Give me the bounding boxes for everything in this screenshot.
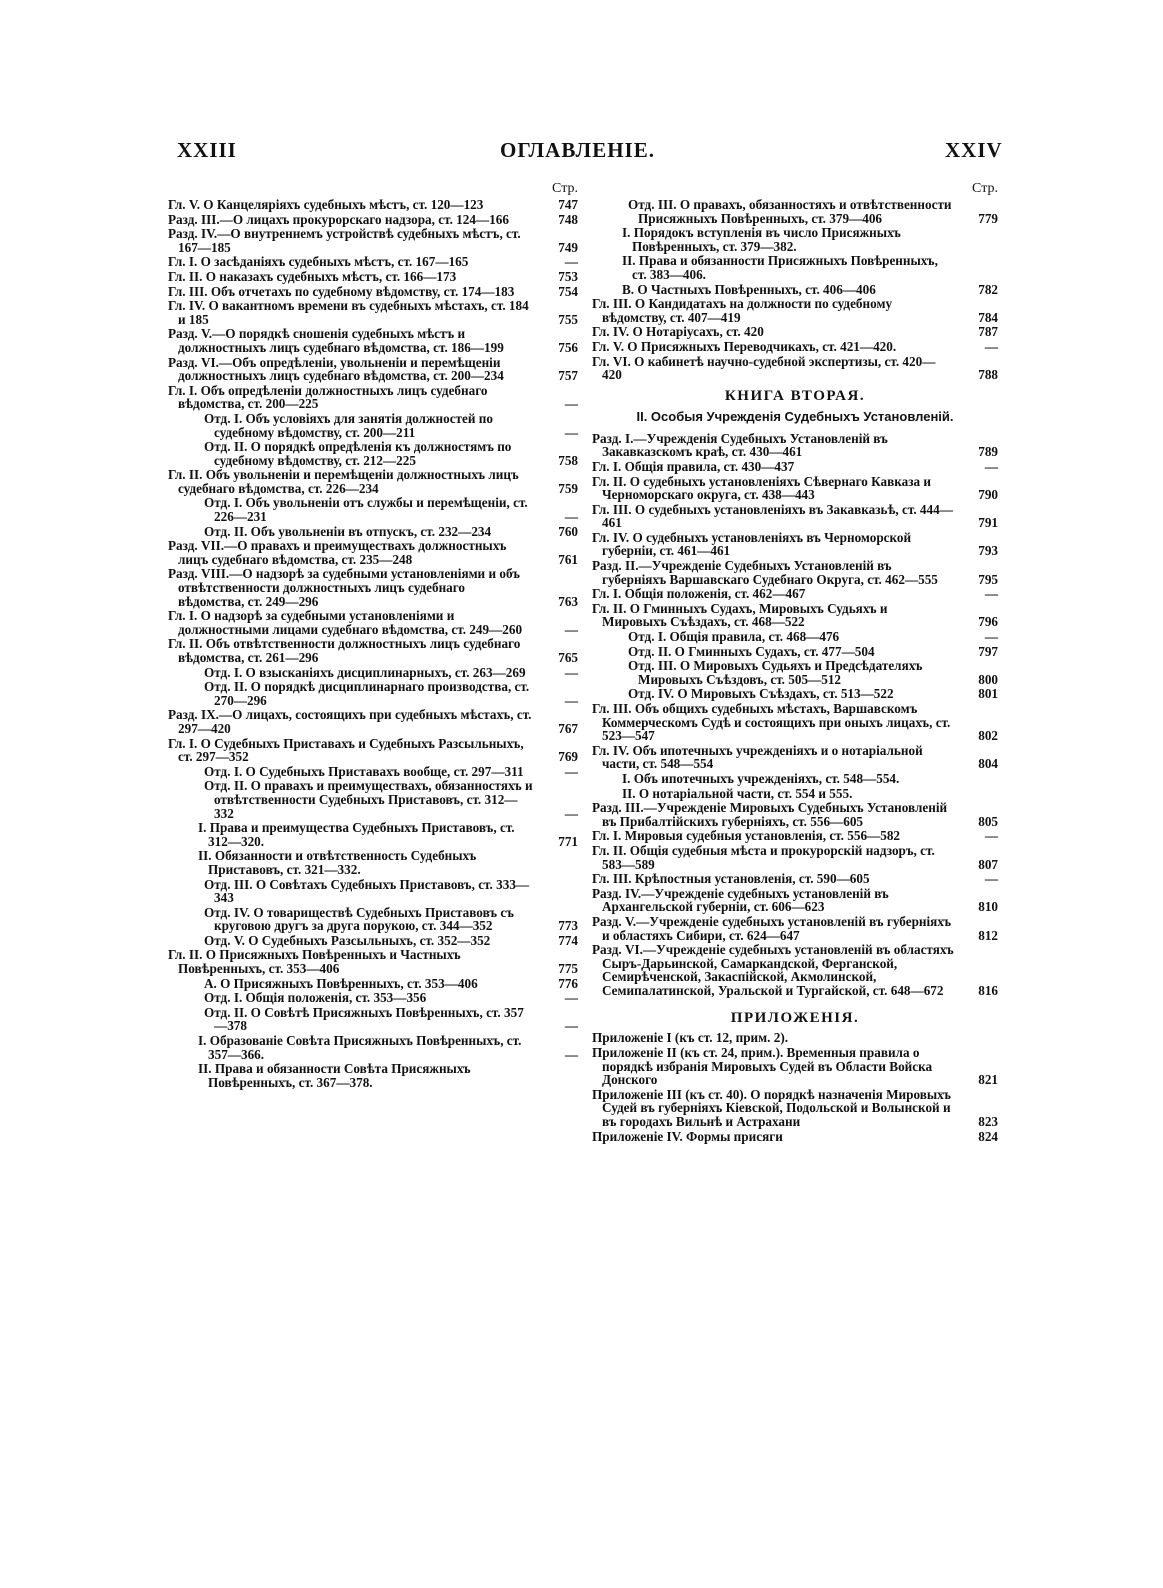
toc-entry bbox=[168, 198, 578, 212]
toc-entry bbox=[592, 602, 998, 629]
toc-entry-text: Гл. I. О засѣданіяхъ судебныхъ мѣстъ, ст. 167—165 bbox=[168, 254, 469, 270]
toc-entry-page: — bbox=[984, 338, 998, 354]
toc-entry-page: 774 bbox=[558, 932, 578, 948]
toc-entry-text: I. Образованіе Совѣта Присяжныхъ Повѣренныхъ, ст. 357—366. bbox=[198, 1033, 522, 1062]
toc-entry-page: — bbox=[564, 990, 578, 1006]
toc-entry-page: — bbox=[564, 1018, 578, 1034]
toc-entry bbox=[168, 525, 578, 539]
toc-entry bbox=[168, 849, 578, 876]
toc-entry-text: Гл. III. Объ отчетахъ по судебному вѣдомству, ст. 174—183 bbox=[168, 283, 515, 299]
toc-entry-text: II. Обязанности и отвѣтственность Судебныхъ Приставовъ, ст. 321—332. bbox=[198, 848, 477, 877]
toc-entry bbox=[168, 1062, 578, 1089]
toc-entry-page: 784 bbox=[978, 309, 998, 325]
toc-entry bbox=[168, 948, 578, 975]
toc-entry-text: А. О Присяжныхъ Повѣренныхъ, ст. 353—406 bbox=[204, 975, 478, 991]
toc-entry bbox=[168, 666, 578, 680]
toc-entry bbox=[592, 943, 998, 997]
toc-entry bbox=[168, 878, 578, 905]
toc-entry bbox=[168, 991, 578, 1005]
toc-entry-text: I. Объ ипотечныхъ учрежденіяхъ, ст. 548—554. bbox=[622, 770, 900, 786]
toc-entry-page: 790 bbox=[978, 487, 998, 503]
toc-entry bbox=[168, 356, 578, 383]
toc-entry bbox=[592, 1088, 998, 1129]
toc-entry-text: Отд. III. О правахъ, обязанностяхъ и отвѣтственности Присяжныхъ Повѣренныхъ, ст. 379—406 bbox=[628, 197, 952, 226]
toc-entry-page: 782 bbox=[978, 281, 998, 297]
toc-entry-text: Гл. I. Общія правила, ст. 430—437 bbox=[592, 458, 795, 474]
toc-entry bbox=[592, 630, 998, 644]
toc-entry-text: Гл. III. О Кандидатахъ на должности по судебному вѣдомству, ст. 407—419 bbox=[592, 296, 893, 325]
toc-entry bbox=[168, 384, 578, 411]
toc-entry-text: Отд. V. О Судебныхъ Разсыльныхъ, ст. 352—352 bbox=[204, 932, 491, 948]
toc-entry-text: Разд. IV.—О внутреннемъ устройствѣ судебныхъ мѣстъ, ст. 167—185 bbox=[168, 226, 521, 255]
toc-entry bbox=[592, 829, 998, 843]
toc-entry-page: 823 bbox=[978, 1114, 998, 1130]
toc-entry bbox=[592, 198, 998, 225]
toc-entry bbox=[592, 645, 998, 659]
toc-entry bbox=[168, 327, 578, 354]
toc-entry-text: Отд. I. О Судебныхъ Приставахъ вообще, ст. 297—311 bbox=[204, 763, 524, 779]
toc-entry-page: 810 bbox=[978, 899, 998, 915]
toc-entry bbox=[592, 801, 998, 828]
toc-entry-page: 765 bbox=[558, 650, 578, 665]
toc-entry-text: Отд. II. О порядкѣ дисциплинарнаго производства, ст. 270—296 bbox=[204, 679, 530, 708]
toc-entry-page: 747 bbox=[558, 197, 578, 212]
toc-entry-page: — bbox=[564, 621, 578, 637]
toc-entry bbox=[592, 1046, 998, 1087]
toc-entry bbox=[168, 977, 578, 991]
toc-entry bbox=[592, 587, 998, 601]
toc-entry bbox=[592, 844, 998, 871]
toc-entry bbox=[168, 299, 578, 326]
toc-entry-text: Приложеніе III (къ ст. 40). О порядкѣ назначенія Мировыхъ Судей въ губерніяхъ Кіевской, Подольской и Волынской и въ городахъ Вильнѣ и Астрахани bbox=[592, 1086, 951, 1130]
toc-entry bbox=[592, 915, 998, 942]
toc-entry-page: 821 bbox=[978, 1072, 998, 1088]
page-title: ОГЛАВЛЕНІЕ. bbox=[500, 138, 655, 162]
toc-entry bbox=[592, 355, 998, 382]
toc-entry bbox=[592, 432, 998, 459]
toc-entry-text: II. Права и обязанности Совѣта Присяжныхъ Повѣренныхъ, ст. 367—378. bbox=[198, 1061, 471, 1090]
toc-entry bbox=[168, 255, 578, 269]
right-page-number: XXIV bbox=[945, 138, 1003, 162]
toc-entry-text: Гл. II. О Присяжныхъ Повѣренныхъ и Частныхъ Повѣренныхъ, ст. 353—406 bbox=[168, 947, 461, 977]
toc-entry-text: Отд. I. Объ условіяхъ для занятія должностей по судебному вѣдомству, ст. 200—211 bbox=[204, 410, 493, 440]
toc-entry-text: Разд. V.—Учрежденіе судебныхъ установленій въ губерніяхъ и областяхъ Сибири, ст. 624—647 bbox=[592, 913, 952, 943]
toc-entry-page: 757 bbox=[558, 368, 578, 384]
toc-entry bbox=[168, 539, 578, 566]
toc-entry-page: 796 bbox=[978, 614, 998, 630]
toc-entry-text: Отд. I. Общія правила, ст. 468—476 bbox=[628, 629, 840, 645]
toc-entry bbox=[592, 559, 998, 586]
toc-entry bbox=[592, 460, 998, 474]
toc-entry bbox=[168, 637, 578, 664]
toc-entry-text: Отд. II. О порядкѣ опредѣленія къ должностямъ по судебному вѣдомству, ст. 212—225 bbox=[204, 439, 512, 468]
toc-left-column bbox=[168, 180, 578, 1090]
toc-entry-text: Отд. III. О Мировыхъ Судьяхъ и Предсѣдателяхъ Мировыхъ Съѣздовъ, ст. 505—512 bbox=[628, 658, 923, 687]
toc-entry-page: 807 bbox=[978, 856, 998, 872]
toc-entry-text: Гл. I. Общія положенія, ст. 462—467 bbox=[592, 586, 806, 602]
toc-entry bbox=[168, 609, 578, 636]
toc-entry-page: — bbox=[564, 664, 578, 680]
toc-entry-text: II. Права и обязанности Присяжныхъ Повѣренныхъ, ст. 383—406. bbox=[622, 253, 938, 282]
toc-entry-text: Гл. VI. О кабинетѣ научно-судебной экспертизы, ст. 420—420 bbox=[592, 353, 936, 383]
toc-entry-text: Гл. I. Объ опредѣленіи должностныхъ лицъ судебнаго вѣдомства, ст. 200—225 bbox=[168, 382, 488, 412]
toc-entry-page: 801 bbox=[978, 686, 998, 702]
toc-entry bbox=[168, 1006, 578, 1033]
toc-entry bbox=[168, 934, 578, 948]
toc-entry-text: Разд. III.—Учрежденіе Мировыхъ Судебныхъ Установленій въ Прибалтійскихъ губерніяхъ, ст. 556—605 bbox=[592, 800, 948, 829]
toc-entry-text: I. Права и преимущества Судебныхъ Приставовъ, ст. 312—320. bbox=[198, 820, 515, 849]
toc-entry-page: 753 bbox=[558, 268, 578, 284]
toc-entry bbox=[168, 496, 578, 523]
toc-entry-page: — bbox=[984, 871, 998, 887]
toc-entry-text: Отд. I. Общія положенія, ст. 353—356 bbox=[204, 990, 427, 1006]
toc-entry-text: Разд. VII.—О правахъ и преимуществахъ должностныхъ лицъ судебнаго вѣдомства, ст. 235—248 bbox=[168, 538, 507, 567]
toc-entry-page: 793 bbox=[978, 543, 998, 559]
toc-entry-text: Отд. II. О правахъ и преимуществахъ, обязанностяхъ и отвѣтственности Судебныхъ Приставовъ, ст. 312—332 bbox=[204, 778, 533, 821]
toc-entry bbox=[592, 325, 998, 339]
toc-entry-page: 769 bbox=[558, 749, 578, 765]
toc-entry-page: — bbox=[984, 629, 998, 645]
toc-entry-text: Отд. III. О Совѣтахъ Судебныхъ Приставовъ, ст. 333—343 bbox=[204, 876, 530, 906]
toc-entry bbox=[592, 340, 998, 354]
toc-entry bbox=[592, 503, 998, 530]
toc-entry-text: Гл. I. О Судебныхъ Приставахъ и Судебныхъ Разсыльныхъ, ст. 297—352 bbox=[168, 735, 524, 765]
toc-entry-page: 761 bbox=[558, 551, 578, 567]
toc-entry-page: 789 bbox=[978, 444, 998, 460]
toc-entry-text: Гл. IV. О судебныхъ установленіяхъ въ Черноморской губерніи, ст. 461—461 bbox=[592, 529, 912, 559]
page-header bbox=[0, 138, 1163, 178]
toc-entry bbox=[592, 475, 998, 502]
toc-entry-text: Гл. II. О судебныхъ установленіяхъ Сѣвернаго Кавказа и Черноморскаго округа, ст. 438—443 bbox=[592, 473, 932, 503]
toc-entry-page: 756 bbox=[558, 339, 578, 355]
toc-entry-text: Разд. V.—О порядкѣ сношенія судебныхъ мѣстъ и должностныхъ лицъ судебнаго вѣдомства, ст. 186—199 bbox=[168, 326, 504, 355]
toc-entry-text: Гл. IV. Объ ипотечныхъ учрежденіяхъ и о нотаріальной части, ст. 548—554 bbox=[592, 742, 923, 772]
toc-entry-page: — bbox=[984, 458, 998, 474]
toc-entry bbox=[592, 872, 998, 886]
toc-entry-page: 788 bbox=[978, 367, 998, 383]
toc-entry bbox=[592, 226, 998, 253]
toc-entry bbox=[168, 412, 578, 439]
toc-entry-text: Гл. III. Объ общихъ судебныхъ мѣстахъ, Варшавскомъ Коммерческомъ Судѣ и состоящихъ при оныхъ лицахъ, ст. 523—547 bbox=[592, 701, 951, 744]
toc-entry bbox=[168, 440, 578, 467]
book-title: КНИГА ВТОРАЯ. bbox=[724, 387, 866, 404]
toc-entry-page: — bbox=[564, 692, 578, 708]
toc-entry-page: 804 bbox=[978, 756, 998, 772]
toc-entry-page: 816 bbox=[978, 982, 998, 998]
toc-entry bbox=[592, 531, 998, 558]
toc-entry-page: — bbox=[564, 424, 578, 440]
toc-right-column bbox=[592, 180, 998, 1144]
toc-entry-text: Гл. II. Объ увольненіи и перемѣщеніи должностныхъ лицъ судебнаго вѣдомства, ст. 226—234 bbox=[168, 467, 519, 496]
toc-entry-text: Отд. II. Объ увольненіи въ отпускъ, ст. 232—234 bbox=[204, 523, 492, 539]
toc-entry-page: 802 bbox=[978, 728, 998, 744]
toc-entry-page: — bbox=[984, 586, 998, 602]
toc-entry-text: Отд. IV. О Мировыхъ Съѣздахъ, ст. 513—522 bbox=[628, 686, 894, 702]
appendix-title: ПРИЛОЖЕНІЯ. bbox=[730, 1010, 860, 1027]
toc-entry-page: 791 bbox=[978, 515, 998, 531]
toc-entry bbox=[168, 213, 578, 227]
toc-entry-text: Отд. I. Объ увольненіи отъ службы и перемѣщеніи, ст. 226—231 bbox=[204, 495, 528, 525]
toc-entry-page: 795 bbox=[978, 571, 998, 587]
toc-entry-text: Отд. IV. О товариществѣ Судебныхъ Приставовъ съ круговою другъ за друга порукою, ст. 344—352 bbox=[204, 904, 514, 934]
toc-entry-page: 812 bbox=[978, 927, 998, 943]
toc-entry-page: 805 bbox=[978, 813, 998, 829]
toc-entry bbox=[168, 737, 578, 764]
toc-entry-text: Приложеніе IV. Формы присяги bbox=[592, 1128, 783, 1144]
toc-entry-page: — bbox=[564, 396, 578, 412]
toc-entry-text: Разд. III.—О лицахъ прокурорскаго надзора, ст. 124—166 bbox=[168, 211, 509, 227]
toc-entry bbox=[168, 708, 578, 735]
toc-entry-page: 749 bbox=[558, 239, 578, 255]
toc-entry-page: — bbox=[984, 828, 998, 844]
toc-list-right-top bbox=[592, 198, 998, 382]
toc-entry-text: Гл. II. О наказахъ судебныхъ мѣстъ, ст. 166—173 bbox=[168, 268, 457, 284]
toc-entry-text: Разд. II.—Учрежденіе Судебныхъ Установленій въ губерніяхъ Варшавскаго Судебнаго Округа, ст. 462—555 bbox=[592, 558, 938, 587]
toc-entry-page: 776 bbox=[558, 975, 578, 991]
toc-entry-page: — bbox=[564, 254, 578, 270]
toc-entry-page: 824 bbox=[978, 1128, 998, 1144]
left-page-number: XXIII bbox=[177, 138, 237, 162]
toc-entry bbox=[168, 227, 578, 254]
toc-entry-page: 759 bbox=[558, 480, 578, 496]
toc-entry-page: — bbox=[564, 805, 578, 821]
toc-entry bbox=[168, 779, 578, 820]
toc-entry bbox=[592, 1031, 998, 1045]
toc-entry bbox=[168, 1034, 578, 1061]
toc-entry bbox=[592, 702, 998, 743]
toc-entry-text: Гл. IV. О вакантномъ времени въ судебныхъ мѣстахъ, ст. 184 и 185 bbox=[168, 298, 529, 327]
toc-entry-text: Гл. II. О Гминныхъ Судахъ, Мировыхъ Судьяхъ и Мировыхъ Съѣздахъ, ст. 468—522 bbox=[592, 600, 888, 630]
toc-entry-text: Разд. VI.—Учрежденіе судебныхъ установленій въ областяхъ Сыръ-Дарьинской, Самаркандской, Ферганской, Семирѣченской, Закаспійской, Акмолинской, Семипалатинской, Уральской и Тургайской, ст. 648—672 bbox=[592, 942, 954, 998]
toc-list-right-mid bbox=[592, 432, 998, 998]
toc-entry-text: Гл. II. Общія судебныя мѣста и прокурорскій надзоръ, ст. 583—589 bbox=[592, 842, 935, 872]
toc-list-appendix bbox=[592, 1031, 998, 1143]
toc-entry-page: 760 bbox=[558, 523, 578, 539]
toc-entry-text: Разд. VIII.—О надзорѣ за судебными установленіями и объ отвѣтственности должностныхъ лицъ судебнаго вѣдомства, ст. 249—296 bbox=[168, 566, 520, 609]
toc-entry-text: Разд. VI.—Объ опредѣленіи, увольненіи и перемѣщеніи должностныхъ лицъ судебнаго вѣдомства, ст. 200—234 bbox=[168, 354, 504, 384]
toc-entry-page: 787 bbox=[978, 324, 998, 340]
toc-entry-page: 779 bbox=[978, 210, 998, 226]
toc-entry-page: — bbox=[564, 1046, 578, 1062]
page-column-label: Стр. bbox=[552, 181, 578, 196]
book-subtitle: II. Особыя Учрежденія Судебныхъ Установленій. bbox=[636, 408, 954, 424]
toc-entry-page: — bbox=[564, 763, 578, 779]
toc-entry-page: 748 bbox=[558, 211, 578, 227]
toc-entry bbox=[592, 283, 998, 297]
toc-entry-page: 800 bbox=[978, 671, 998, 687]
toc-entry-page: 773 bbox=[558, 918, 578, 934]
toc-entry-text: Гл. II. Объ отвѣтственности должностныхъ лицъ судебнаго вѣдомства, ст. 261—296 bbox=[168, 636, 521, 665]
toc-entry-text: Разд. IX.—О лицахъ, состоящихъ при судебныхъ мѣстахъ, ст. 297—420 bbox=[168, 707, 532, 736]
toc-entry-text: Гл. V. О Канцеляріяхъ судебныхъ мѣстъ, ст. 120—123 bbox=[168, 197, 484, 212]
toc-entry bbox=[592, 787, 998, 801]
toc-entry-page: 758 bbox=[558, 452, 578, 468]
toc-entry bbox=[168, 765, 578, 779]
toc-entry-text: Приложеніе I (къ ст. 12, прим. 2). bbox=[592, 1030, 789, 1046]
toc-list-left bbox=[168, 198, 578, 1089]
toc-entry bbox=[592, 744, 998, 771]
toc-entry-page: 754 bbox=[558, 283, 578, 299]
toc-entry-page: 775 bbox=[558, 961, 578, 977]
toc-entry-text: I. Порядокъ вступленія въ число Присяжныхъ Повѣренныхъ, ст. 379—382. bbox=[622, 225, 901, 254]
toc-entry bbox=[168, 270, 578, 284]
toc-entry-text: Отд. I. О взысканіяхъ дисциплинарныхъ, ст. 263—269 bbox=[204, 664, 526, 680]
toc-entry-text: II. О нотаріальной части, ст. 554 и 555. bbox=[622, 785, 853, 801]
page-column-label: Стр. bbox=[972, 181, 998, 196]
toc-entry bbox=[168, 821, 578, 848]
toc-entry-page: 755 bbox=[558, 311, 578, 327]
toc-entry-text: Гл. V. О Присяжныхъ Переводчикахъ, ст. 421—420. bbox=[592, 338, 897, 354]
toc-entry-text: Гл. III. Крѣпостныя установленія, ст. 590—605 bbox=[592, 871, 870, 887]
toc-entry bbox=[168, 680, 578, 707]
toc-entry bbox=[168, 906, 578, 933]
toc-entry-page: 763 bbox=[558, 593, 578, 609]
toc-entry-text: Отд. II. О Гминныхъ Судахъ, ст. 477—504 bbox=[628, 643, 875, 659]
toc-entry bbox=[592, 772, 998, 786]
toc-entry bbox=[168, 285, 578, 299]
toc-entry bbox=[592, 887, 998, 914]
toc-entry-text: Разд. IV.—Учрежденіе судебныхъ установленій въ Архангельской губерніи, ст. 606—623 bbox=[592, 885, 889, 915]
toc-entry-page: 767 bbox=[558, 720, 578, 736]
toc-entry bbox=[592, 297, 998, 324]
toc-entry-text: B. О Частныхъ Повѣренныхъ, ст. 406—406 bbox=[622, 281, 876, 297]
toc-entry-page: — bbox=[564, 509, 578, 525]
toc-entry-text: Разд. I.—Учрежденія Судебныхъ Установленій въ Закавказскомъ краѣ, ст. 430—461 bbox=[592, 430, 888, 460]
toc-entry bbox=[592, 1130, 998, 1144]
toc-entry-text: Приложеніе II (къ ст. 24, прим.). Временныя правила о порядкѣ избранія Мировыхъ Судей въ Области Войска Донского bbox=[592, 1045, 933, 1088]
toc-entry bbox=[592, 659, 998, 686]
toc-entry-text: Гл. III. О судебныхъ установленіяхъ въ Закавказьѣ, ст. 444—461 bbox=[592, 501, 953, 531]
toc-entry-page: 771 bbox=[558, 833, 578, 849]
toc-entry bbox=[168, 468, 578, 495]
toc-entry-page: 797 bbox=[978, 643, 998, 659]
toc-entry-text: Гл. I. Мировыя судебныя установленія, ст. 556—582 bbox=[592, 828, 901, 844]
toc-entry-text: Гл. IV. О Нотаріусахъ, ст. 420 bbox=[592, 324, 764, 340]
toc-entry bbox=[592, 687, 998, 701]
toc-entry bbox=[168, 567, 578, 608]
toc-entry-text: Отд. II. О Совѣтѣ Присяжныхъ Повѣренныхъ, ст. 357—378 bbox=[204, 1004, 524, 1034]
toc-entry bbox=[592, 254, 998, 281]
toc-entry-text: Гл. I. О надзорѣ за судебными установленіями и должностными лицами судебнаго вѣдомства, ст. 249—260 bbox=[168, 608, 523, 637]
